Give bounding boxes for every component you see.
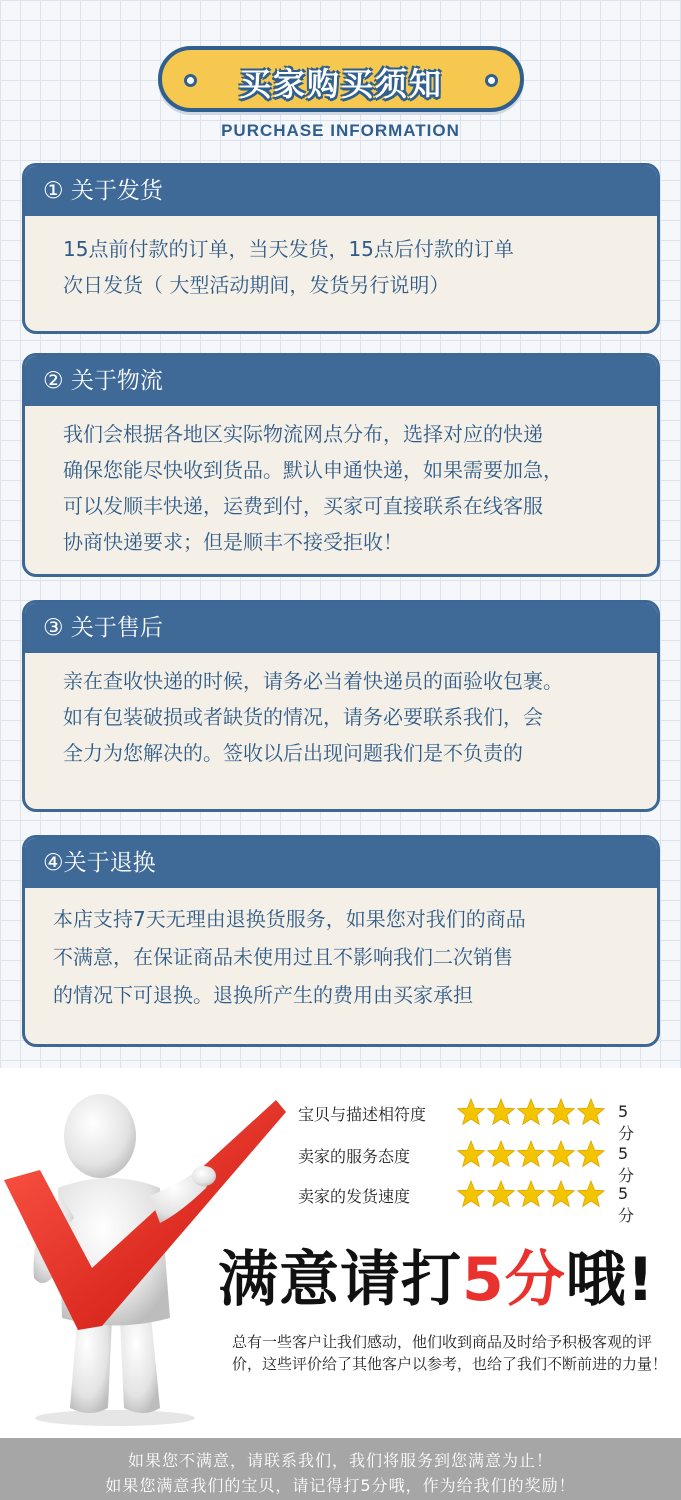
page-subtitle: PURCHASE INFORMATION	[221, 121, 460, 140]
section-line: 亲在查收快递的时候，请务必当着快递员的面验收包裹。	[63, 669, 563, 693]
section-line: 15点前付款的订单，当天发货，15点后付款的订单	[63, 237, 514, 261]
footer-line: 如果您满意我们的宝贝，请记得打5分哦，作为给我们的奖励！	[105, 1476, 576, 1495]
section-line: 我们会根据各地区实际物流网点分布，选择对应的快递	[63, 422, 543, 446]
section-body	[25, 653, 657, 771]
star-icon	[578, 1141, 605, 1166]
section-returns	[22, 835, 660, 1047]
section-line: 本店支持7天无理由退换货服务，如果您对我们的商品	[53, 907, 526, 931]
star-icon	[518, 1141, 545, 1166]
section-heading: ① 关于发货	[25, 166, 657, 216]
section-line: 协商快递要求；但是顺丰不接受拒收！	[63, 530, 403, 554]
star-rating	[456, 1098, 606, 1128]
section-line: 如有包装破损或者缺货的情况，请务必要联系我们，会	[63, 705, 543, 729]
rating-score: 5分	[618, 1144, 635, 1185]
rating-score: 5分	[618, 1102, 635, 1143]
section-line: 可以发顺丰快递，运费到付，买家可直接联系在线客服	[63, 494, 543, 518]
section-heading: ② 关于物流	[25, 356, 657, 406]
rating-score: 5分	[618, 1184, 635, 1225]
star-icon	[488, 1099, 515, 1124]
page-title: 买家购买须知	[238, 65, 443, 103]
section-body	[25, 406, 657, 560]
star-icon	[458, 1141, 485, 1166]
section-line: 次日发货（ 大型活动期间，发货另行说明）	[63, 273, 450, 297]
slogan-highlight: 5分	[462, 1245, 566, 1315]
section-body	[25, 888, 657, 1014]
slogan-text-end: 哦!	[565, 1245, 656, 1315]
star-icon	[488, 1181, 515, 1206]
star-icon	[488, 1141, 515, 1166]
star-icon	[458, 1099, 485, 1124]
section-shipping	[22, 163, 660, 334]
star-icon	[548, 1181, 575, 1206]
star-icon	[518, 1181, 545, 1206]
star-icon	[548, 1099, 575, 1124]
section-line: 确保您能尽快收到货品。默认申通快递，如果需要加急，	[63, 458, 563, 482]
badge-dot-right	[485, 74, 498, 87]
rating-label: 宝贝与描述相符度	[298, 1105, 427, 1124]
section-after-sales	[22, 600, 660, 812]
footer-line: 如果您不满意，请联系我们，我们将服务到您满意为止！	[127, 1451, 553, 1470]
rating-label: 卖家的服务态度	[298, 1147, 411, 1166]
section-heading: ④关于退换	[25, 838, 657, 888]
star-icon	[578, 1099, 605, 1124]
star-icon	[518, 1099, 545, 1124]
section-line: 不满意，在保证商品未使用过且不影响我们二次销售	[53, 945, 513, 969]
star-icon	[458, 1181, 485, 1206]
rating-label: 卖家的发货速度	[298, 1187, 411, 1206]
star-icon	[548, 1141, 575, 1166]
slogan	[218, 1232, 655, 1318]
section-line: 的情况下可退换。退换所产生的费用由买家承担	[53, 983, 473, 1007]
section-heading: ③ 关于售后	[25, 603, 657, 653]
slogan-text: 满意请打	[218, 1245, 462, 1315]
star-rating	[456, 1140, 606, 1170]
title-badge	[158, 46, 524, 112]
thanks-text: 总有一些客户让我们感动，他们收到商品及时给予积极客观的评价，这些评价给了其他客户以参考，也给了我们不断前进的力量！	[232, 1333, 668, 1373]
star-icon	[578, 1181, 605, 1206]
star-rating	[456, 1180, 606, 1210]
footer-bar	[0, 1438, 681, 1500]
section-body	[25, 216, 657, 303]
section-line: 全力为您解决的。签收以后出现问题我们是不负责的	[63, 741, 523, 765]
section-logistics	[22, 353, 660, 577]
